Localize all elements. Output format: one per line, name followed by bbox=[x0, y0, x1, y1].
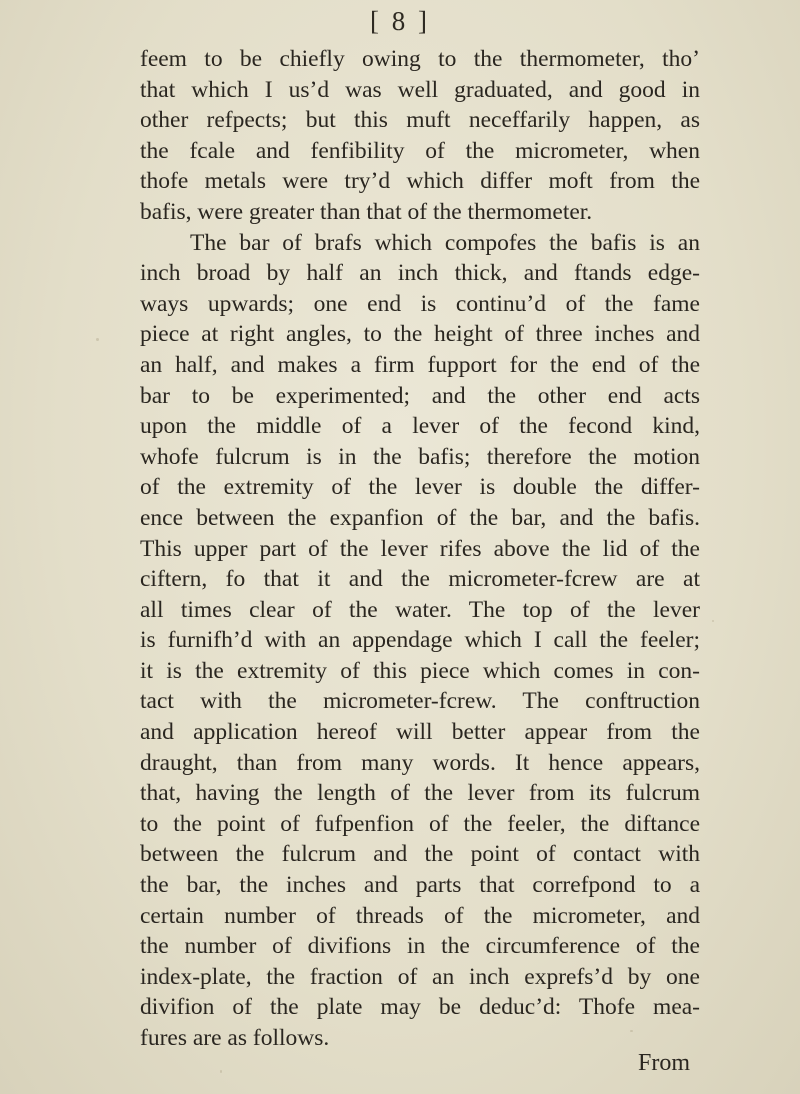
text-line: of the extremity of the lever is double the differ- bbox=[140, 474, 700, 501]
body-text bbox=[140, 44, 700, 1054]
text-line: draught, than from many words. It hence appears, bbox=[140, 749, 700, 776]
paper-speck bbox=[220, 1070, 222, 1073]
text-line: it is the extremity of this piece which comes in con- bbox=[140, 657, 700, 684]
text-line: ways upwards; one end is continu’d of the fame bbox=[140, 290, 700, 317]
text-line: feem to be chiefly owing to the thermometer, tho’ bbox=[140, 46, 700, 72]
text-line: and application hereof will better appear from the bbox=[140, 719, 700, 746]
paper-speck bbox=[630, 1030, 633, 1032]
text-line: inch broad by half an inch thick, and ftands edge- bbox=[140, 260, 700, 287]
text-line: between the fulcrum and the point of contact with bbox=[140, 841, 700, 868]
paper-speck bbox=[96, 338, 99, 341]
text-line: an half, and makes a firm fupport for the end of the bbox=[140, 351, 700, 378]
text-line: thofe metals were try’d which differ moft from the bbox=[140, 168, 700, 195]
text-line: whofe fulcrum is in the bafis; therefore the motion bbox=[140, 443, 700, 470]
text-line: bar to be experimented; and the other end acts bbox=[140, 382, 700, 409]
text-line: the bar, the inches and parts that correfpond to a bbox=[140, 872, 700, 899]
text-line: other refpects; but this muft neceffarily happen, as bbox=[140, 107, 700, 134]
text-line: that, having the length of the lever from its fulcrum bbox=[140, 780, 700, 807]
text-line: divifion of the plate may be deduc’d: Thofe mea- bbox=[140, 994, 700, 1021]
text-line: ciftern, fo that it and the micrometer-fcrew are at bbox=[140, 566, 700, 593]
paragraph-start-line: The bar of brafs which compofes the bafis is an bbox=[190, 229, 700, 256]
text-line: This upper part of the lever rifes above the lid of the bbox=[140, 535, 700, 562]
text-line: all times clear of the water. The top of the lever bbox=[140, 596, 700, 623]
text-line: tact with the micrometer-fcrew. The conftruction bbox=[140, 688, 700, 715]
page-number: [ 8 ] bbox=[370, 6, 430, 36]
text-line: bafis, were greater than that of the thermometer. bbox=[140, 198, 593, 225]
text-line: the fcale and fenfibility of the micrometer, when bbox=[140, 137, 700, 164]
text-line: certain number of threads of the micrometer, and bbox=[140, 902, 700, 929]
text-line: that which I us’d was well graduated, and good in bbox=[140, 76, 700, 103]
text-line: ence between the expanfion of the bar, and the bafis. bbox=[140, 504, 700, 531]
text-line: to the point of fufpenfion of the feeler, the diftance bbox=[140, 810, 700, 837]
text-line: fures are as follows. bbox=[140, 1025, 330, 1051]
text-line: the number of divifions in the circumference of the bbox=[140, 933, 700, 960]
text-line: piece at right angles, to the height of three inches and bbox=[140, 321, 700, 348]
text-line: upon the middle of a lever of the fecond kind, bbox=[140, 413, 700, 440]
catchword: From bbox=[637, 1050, 690, 1076]
paper-speck bbox=[712, 620, 714, 622]
text-line: is furnifh’d with an appendage which I call the feeler; bbox=[140, 627, 700, 654]
text-line: index-plate, the fraction of an inch exprefs’d by one bbox=[140, 963, 700, 990]
